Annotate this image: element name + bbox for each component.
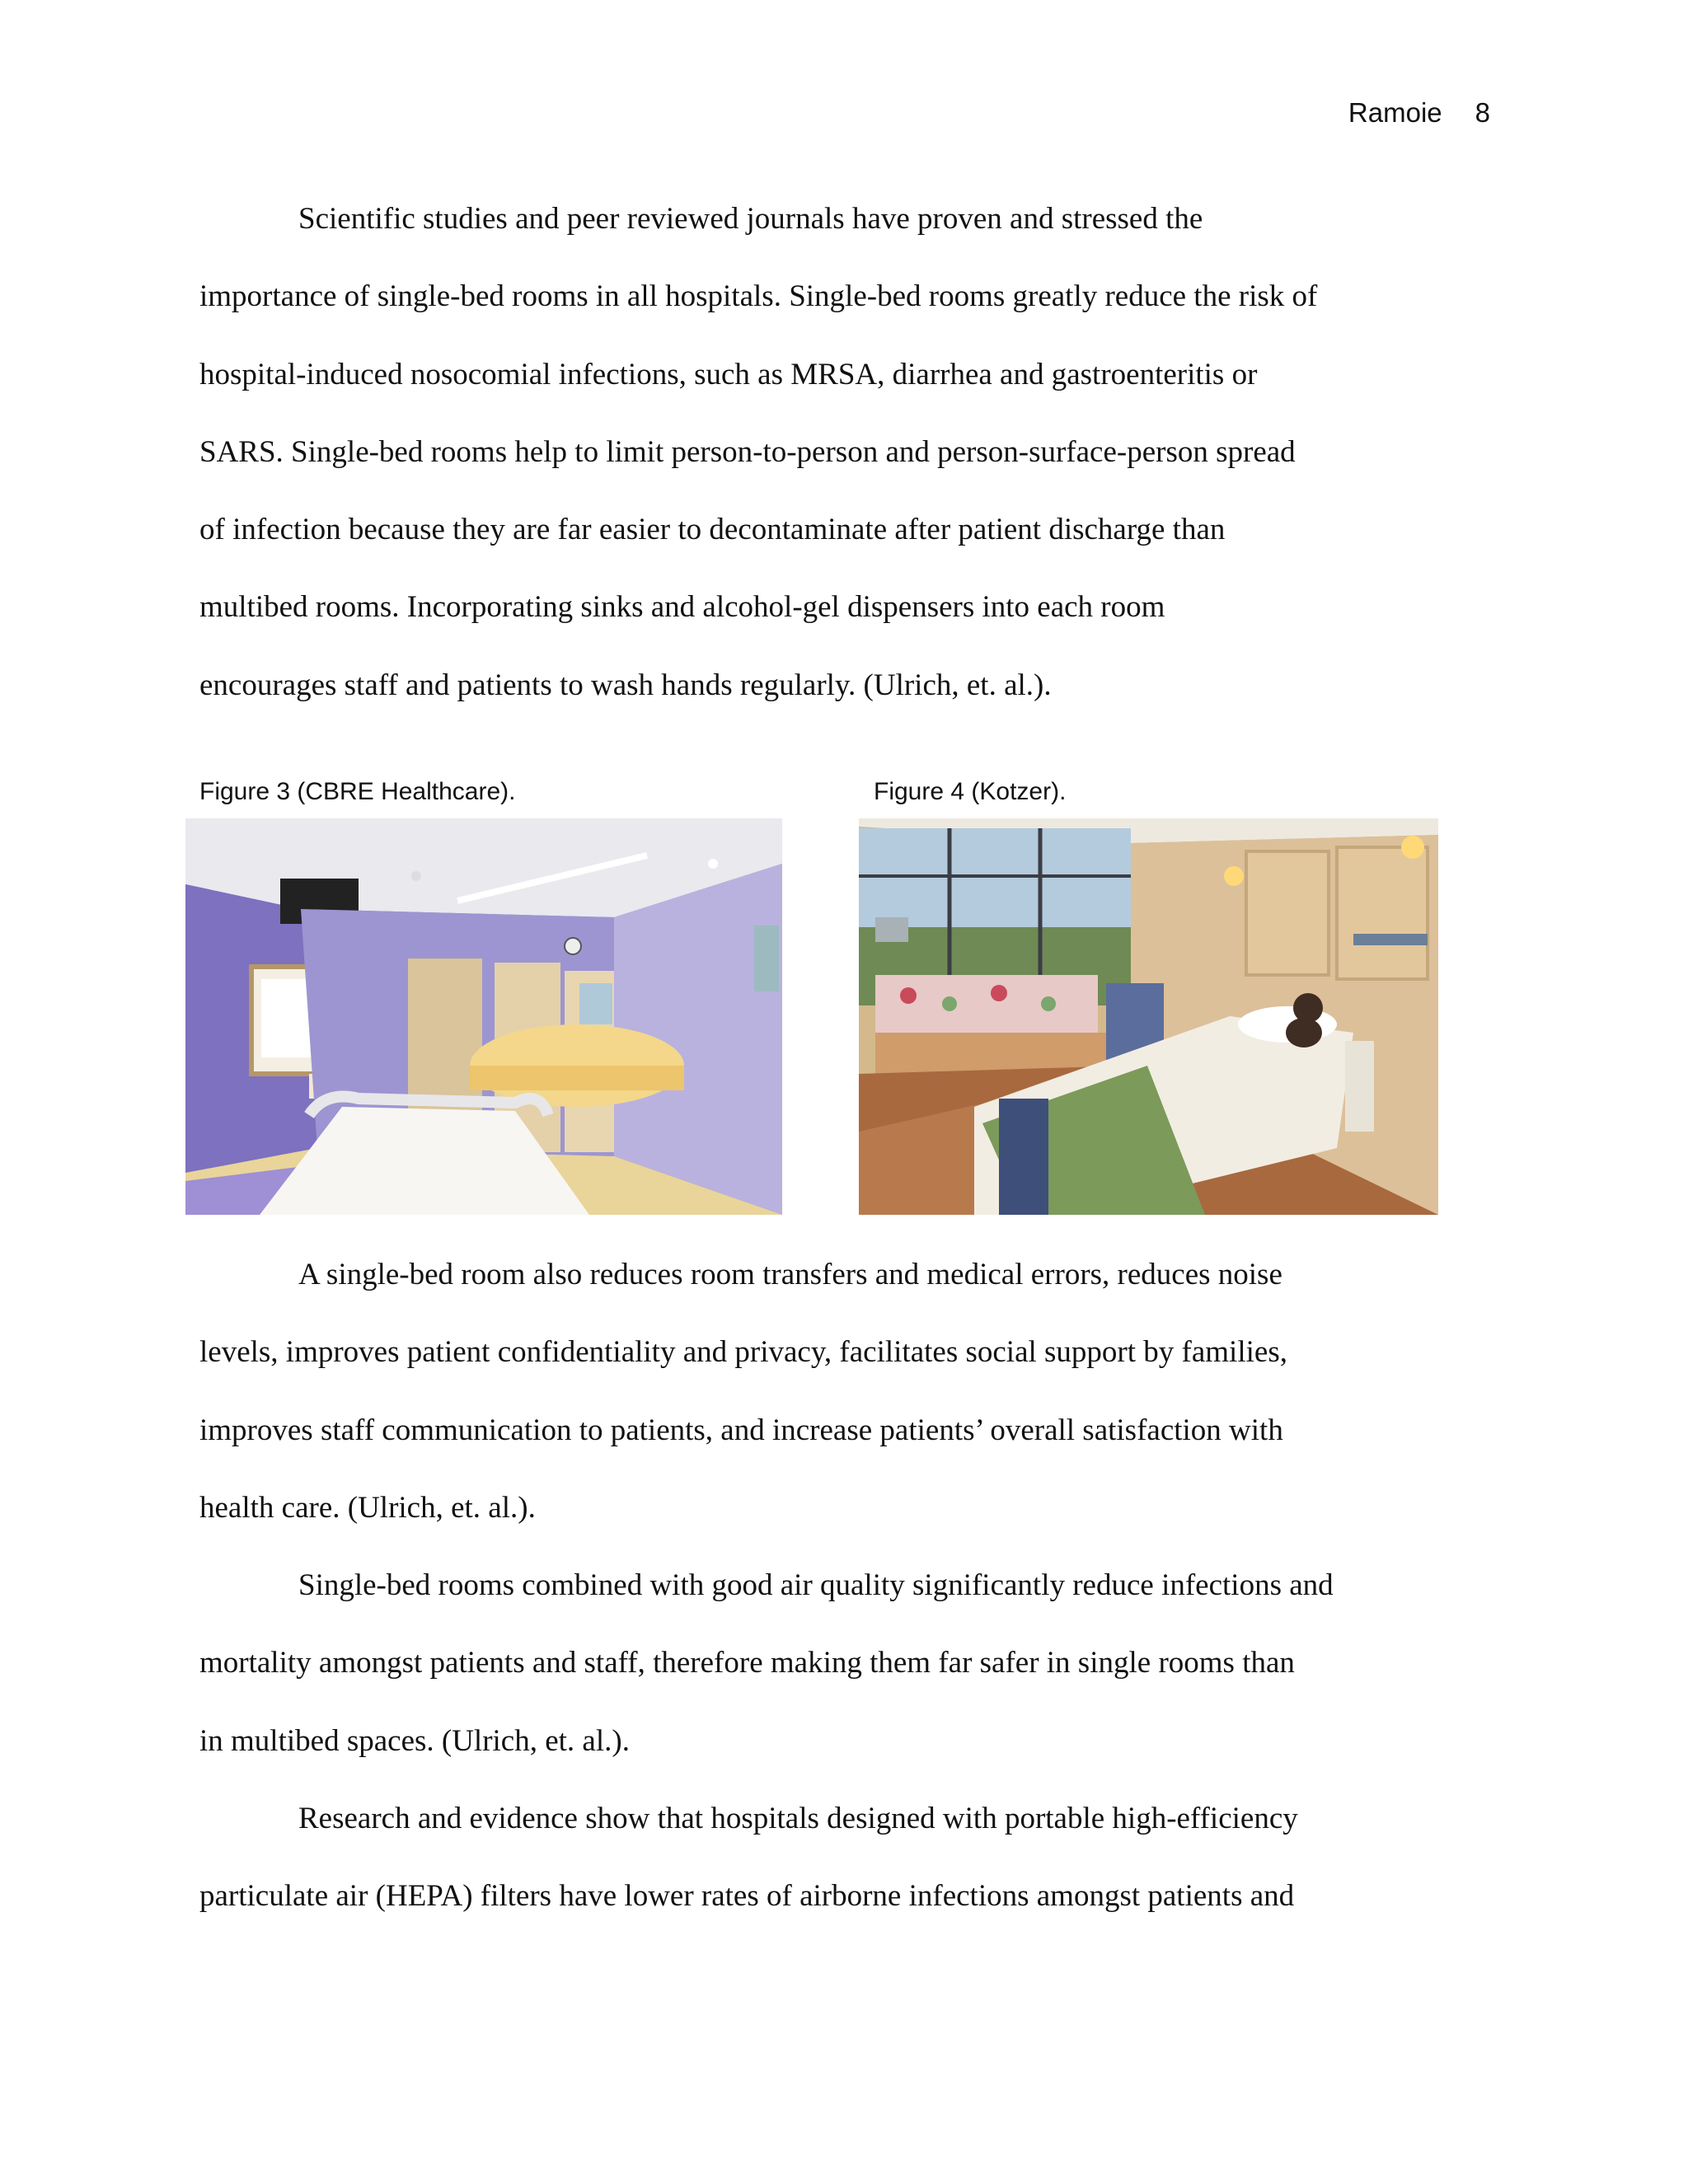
text-line: Research and evidence show that hospitals designed with portable high-efficiency: [298, 1802, 1298, 1835]
text-line: mortality amongst patients and staff, therefore making them far safer in single rooms than: [199, 1646, 1295, 1680]
paragraph-benefits: [199, 1236, 1518, 1547]
text-line: Scientific studies and peer reviewed journals have proven and stressed the: [298, 202, 1203, 236]
text-line: Single-bed rooms combined with good air quality significantly reduce infections and: [298, 1568, 1334, 1602]
text-line: importance of single-bed rooms in all hospitals. Single-bed rooms greatly reduce the risk of: [199, 279, 1318, 314]
paragraph-air-quality: [199, 1547, 1518, 1780]
text-line: multibed rooms. Incorporating sinks and alcohol-gel dispensers into each room: [199, 590, 1165, 625]
running-header: [1348, 97, 1490, 129]
text-line: SARS. Single-bed rooms help to limit person-to-person and person-surface-person spread: [199, 434, 1296, 469]
text-line: encourages staff and patients to wash hands regularly. (Ulrich, et. al.).: [199, 668, 1052, 702]
header-author: Ramoie: [1348, 97, 1442, 128]
text-line: levels, improves patient confidentiality and privacy, facilitates social support by families,: [199, 1335, 1287, 1370]
text-line: A single-bed room also reduces room transfers and medical errors, reduces noise: [298, 1258, 1282, 1291]
paragraph-single-bed-rooms: [199, 180, 1518, 724]
figure-3-caption: Figure 3 (CBRE Healthcare).: [199, 778, 516, 805]
text-line: improves staff communication to patients, and increase patients’ overall satisfaction with: [199, 1413, 1283, 1447]
text-line: particulate air (HEPA) filters have lower rates of airborne infections amongst patients and: [199, 1879, 1295, 1914]
text-line: in multibed spaces. (Ulrich, et. al.).: [199, 1723, 630, 1758]
text-line: hospital-induced nosocomial infections, such as MRSA, diarrhea and gastroenteritis or: [199, 357, 1258, 391]
text-line: health care. (Ulrich, et. al.).: [199, 1490, 536, 1525]
paragraph-hepa-filters: [199, 1780, 1518, 1936]
figure-4-caption: Figure 4 (Kotzer).: [874, 778, 1067, 805]
text-line: of infection because they are far easier to decontaminate after patient discharge than: [199, 513, 1226, 547]
figure-4-hospital-room-photo: [859, 818, 1438, 1215]
header-page-number: 8: [1475, 97, 1490, 128]
figure-3-hospital-room-photo: [185, 818, 782, 1215]
